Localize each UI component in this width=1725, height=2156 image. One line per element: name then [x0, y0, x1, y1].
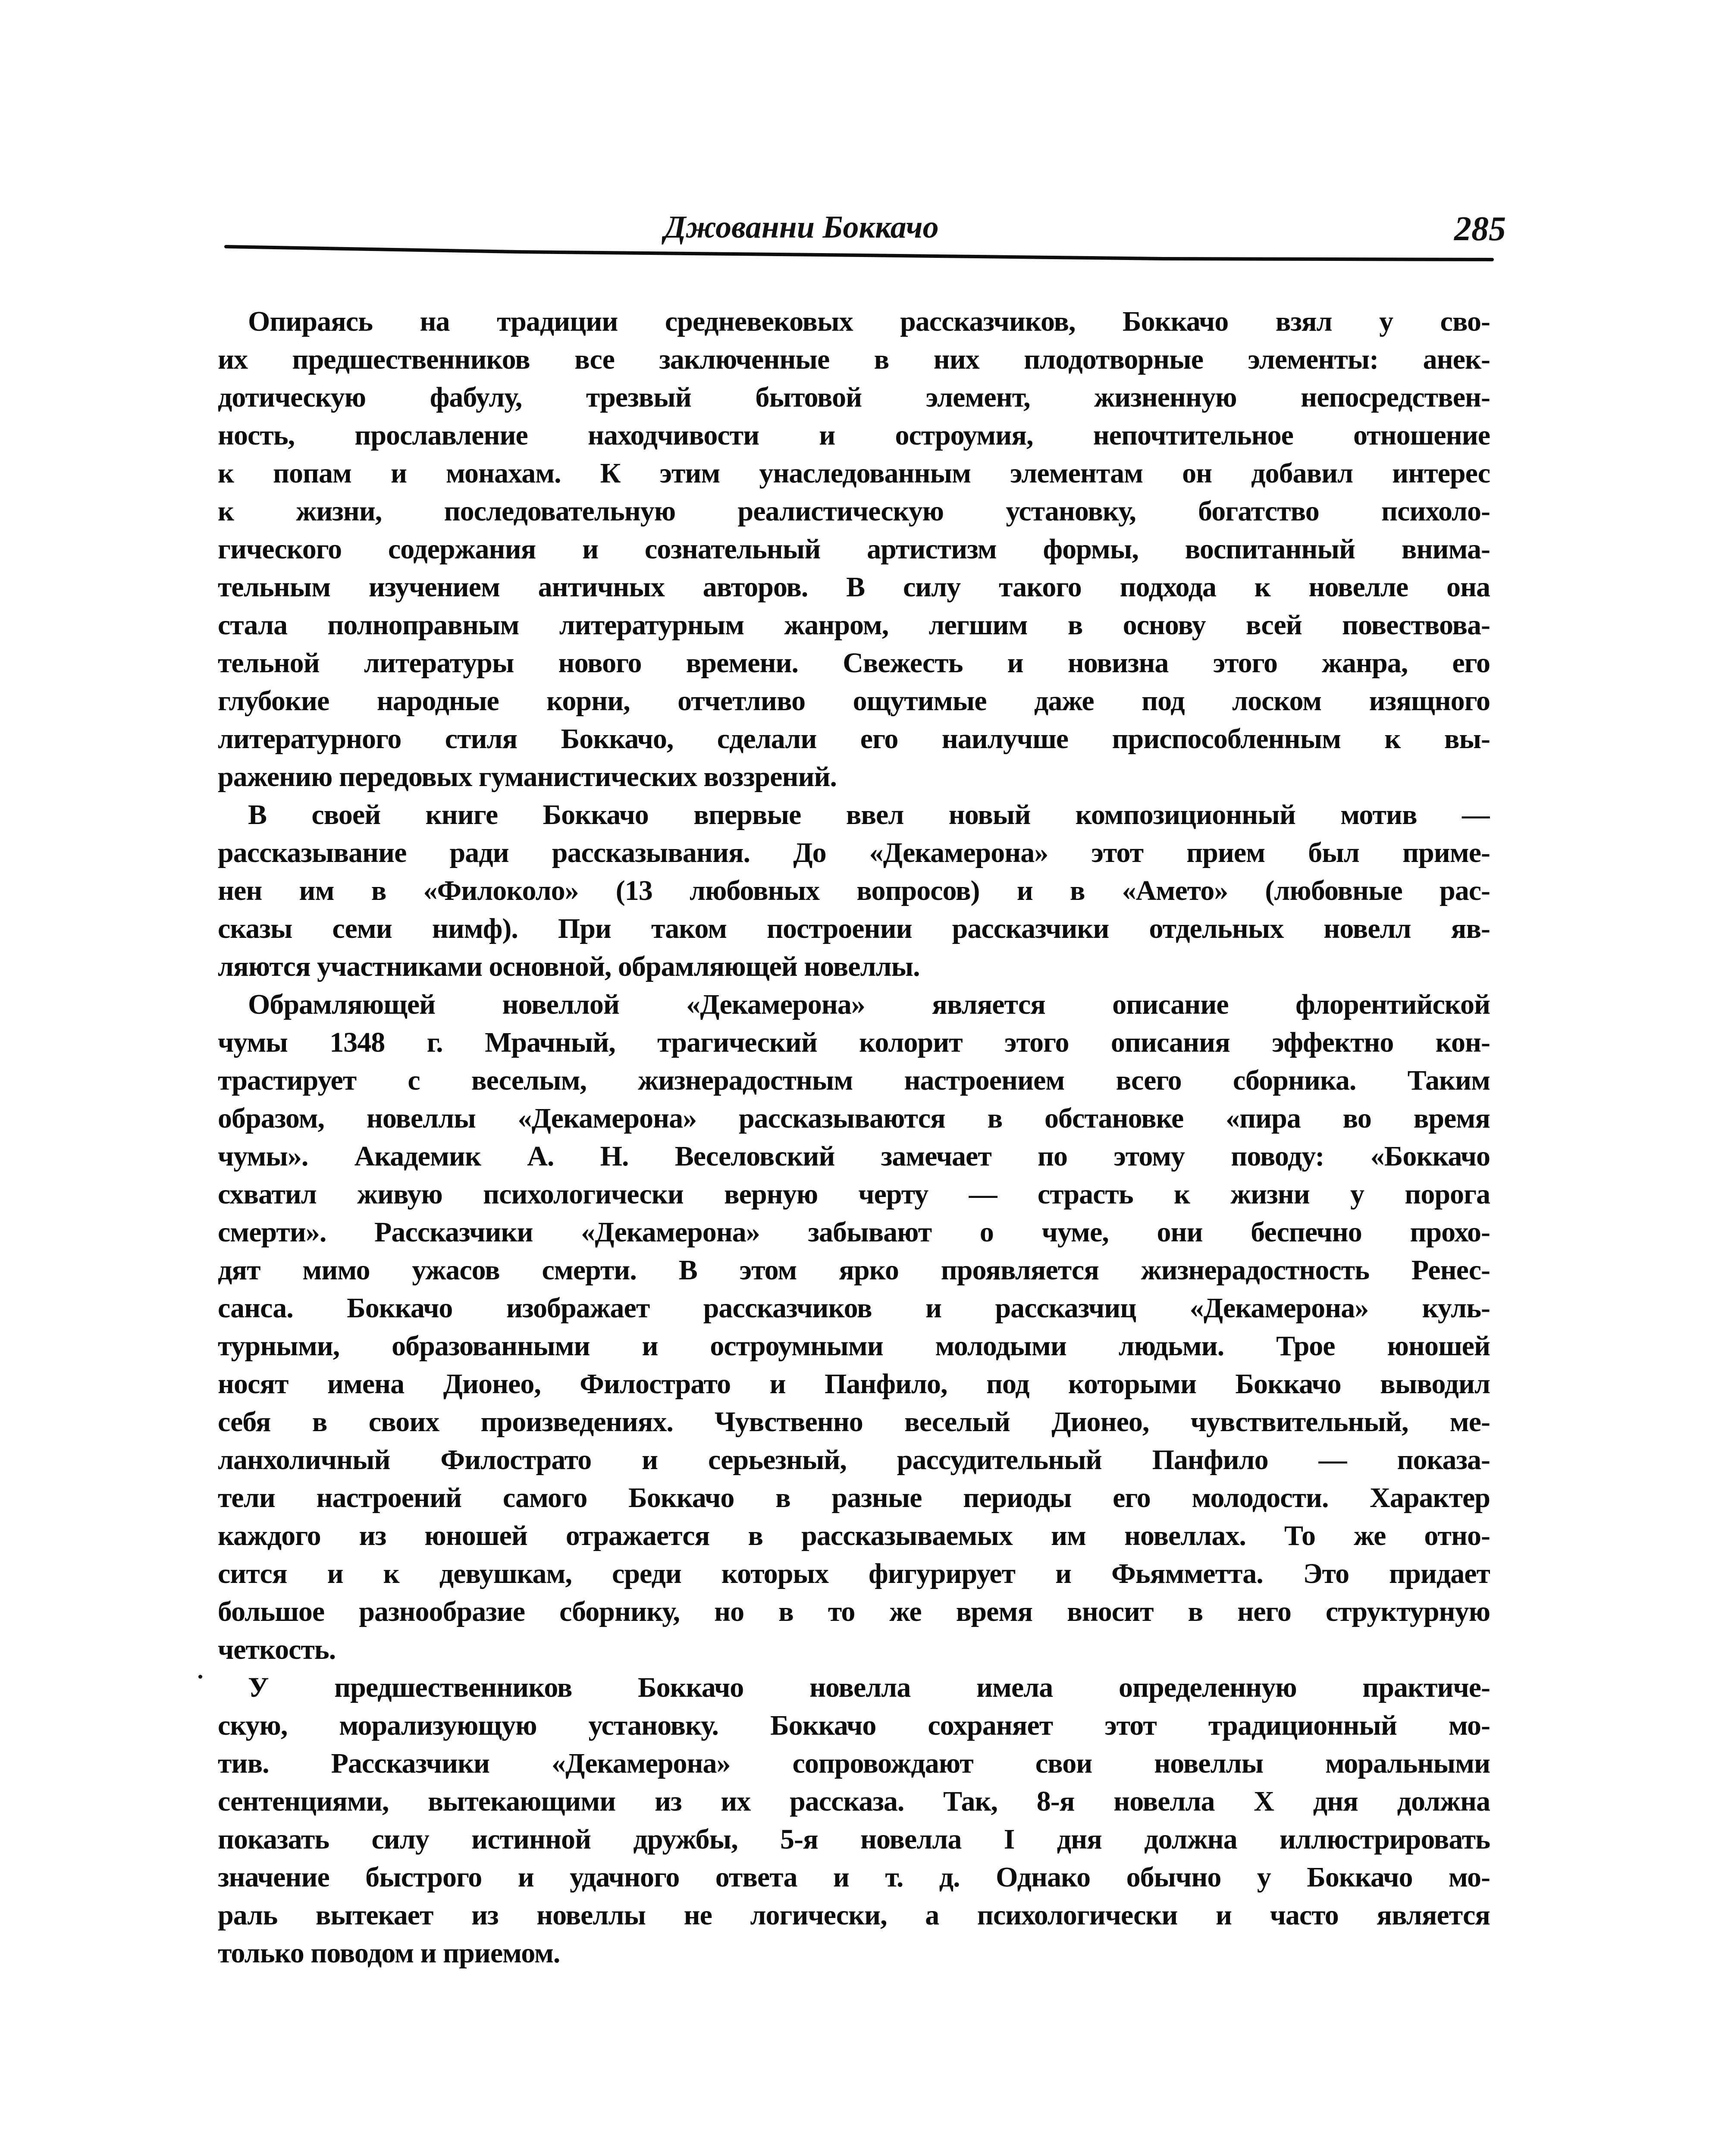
- text-line: [218, 986, 1490, 1024]
- text-line: [218, 1896, 1490, 1934]
- text-line-content: смерти». Рассказчики «Декамерона» забывают о чуме, они беспечно прохо-: [218, 1216, 1490, 1248]
- paragraph: [218, 796, 1490, 986]
- paragraph: [218, 303, 1490, 796]
- text-line-content: чумы». Академик А. Н. Веселовский замечает по этому поводу: «Боккачо: [218, 1141, 1490, 1172]
- running-head-title: Джованни Боккачо: [664, 210, 939, 245]
- text-line: [218, 1555, 1490, 1593]
- text-line-content: ланхоличный Филострато и серьезный, рассудительный Панфило — показа-: [218, 1444, 1490, 1476]
- text-line-content: только поводом и приемом.: [218, 1937, 560, 1969]
- text-line-content: себя в своих произведениях. Чувственно веселый Дионео, чувствительный, ме-: [218, 1406, 1490, 1438]
- text-line-content: к жизни, последовательную реалистическую установку, богатство психоло-: [218, 495, 1490, 527]
- text-line-content: образом, новеллы «Декамерона» рассказываются в обстановке «пира во время: [218, 1103, 1490, 1134]
- text-line-content: тив. Рассказчики «Декамерона» сопровождают свои новеллы моральными: [218, 1748, 1490, 1779]
- text-line-content: трастирует с веселым, жизнерадостным настроением всего сборника. Таким: [218, 1065, 1490, 1096]
- text-line: [218, 1631, 1490, 1669]
- text-line-content: к попам и монахам. К этим унаследованным элементам он добавил интерес: [218, 458, 1490, 489]
- text-line: [218, 1479, 1490, 1517]
- text-line-content: тели настроений самого Боккачо в разные периоды его молодости. Характер: [218, 1482, 1490, 1514]
- text-line-content: сказы семи нимф). При таком построении рассказчики отдельных новелл яв-: [218, 913, 1490, 944]
- text-line: [218, 1707, 1490, 1745]
- text-line: [218, 1327, 1490, 1365]
- text-line: [218, 417, 1490, 454]
- text-line: [218, 303, 1490, 341]
- text-line-content: ность, прославление находчивости и остроумия, непочтительное отношение: [218, 420, 1490, 451]
- text-line: [218, 796, 1490, 834]
- body-text: [218, 303, 1490, 1972]
- print-speck: [198, 1675, 202, 1679]
- text-line-content: их предшественников все заключенные в них плодотворные элементы: анек-: [218, 344, 1490, 375]
- text-line-content: чумы 1348 г. Мрачный, трагический колорит этого описания эффектно кон-: [218, 1027, 1490, 1058]
- text-line: [218, 1024, 1490, 1062]
- text-line-content: дят мимо ужасов смерти. В этом ярко проявляется жизнерадостность Ренес-: [218, 1254, 1490, 1286]
- text-line: [218, 1593, 1490, 1631]
- text-line: [218, 606, 1490, 644]
- text-line-content: литературного стиля Боккачо, сделали его наилучше приспособленным к вы-: [218, 723, 1490, 755]
- paragraph: [218, 986, 1490, 1669]
- text-line: [218, 1441, 1490, 1479]
- text-line: [218, 948, 1490, 986]
- text-line: [218, 1669, 1490, 1707]
- text-line: [218, 379, 1490, 417]
- header-rule: [0, 0, 1725, 302]
- text-line-content: значение быстрого и удачного ответа и т. д. Однако обычно у Боккачо мо-: [218, 1861, 1490, 1893]
- text-line-content: рассказывание ради рассказывания. До «Декамерона» этот прием был приме-: [218, 837, 1490, 868]
- text-line: [218, 341, 1490, 379]
- text-line: [218, 910, 1490, 948]
- page-number: 285: [1454, 210, 1506, 248]
- text-line: [218, 1517, 1490, 1555]
- text-line: [218, 1934, 1490, 1972]
- text-line-content: турными, образованными и остроумными молодыми людьми. Трое юношей: [218, 1330, 1490, 1362]
- text-line: [218, 1365, 1490, 1403]
- text-line: [218, 1745, 1490, 1783]
- text-line: [218, 530, 1490, 568]
- text-line-content: четкость.: [218, 1634, 336, 1665]
- text-line: [218, 1138, 1490, 1175]
- text-line: [218, 1783, 1490, 1821]
- text-line: [218, 1289, 1490, 1327]
- text-line-content: санса. Боккачо изображает рассказчиков и рассказчиц «Декамерона» куль-: [218, 1292, 1490, 1324]
- text-line: [218, 644, 1490, 682]
- text-line: [218, 1213, 1490, 1251]
- text-line: [218, 1251, 1490, 1289]
- paragraph: [218, 1669, 1490, 1972]
- text-line: [218, 758, 1490, 796]
- text-line-content: раль вытекает из новеллы не логически, а психологически и часто является: [218, 1899, 1490, 1931]
- text-line-content: большое разнообразие сборнику, но в то же время вносит в него структурную: [218, 1596, 1490, 1627]
- text-line-content: показать силу истинной дружбы, 5-я новелла I дня должна иллюстрировать: [218, 1824, 1490, 1855]
- text-line-content: гического содержания и сознательный артистизм формы, воспитанный внима-: [218, 533, 1490, 565]
- text-line-content: У предшественников Боккачо новелла имела определенную практиче-: [248, 1672, 1490, 1703]
- text-line-content: ражению передовых гуманистических воззрений.: [218, 761, 837, 793]
- text-line-content: носят имена Дионео, Филострато и Панфило, под которыми Боккачо выводил: [218, 1368, 1490, 1400]
- text-line-content: сентенциями, вытекающими из их рассказа. Так, 8-я новелла X дня должна: [218, 1786, 1490, 1817]
- text-line: [218, 682, 1490, 720]
- text-line-content: схватил живую психологически верную черту — страсть к жизни у порога: [218, 1178, 1490, 1210]
- text-line: [218, 872, 1490, 910]
- text-line-content: В своей книге Боккачо впервые ввел новый композиционный мотив —: [248, 799, 1490, 830]
- text-line: [218, 1858, 1490, 1896]
- text-line-content: скую, морализующую установку. Боккачо сохраняет этот традиционный мо-: [218, 1710, 1490, 1741]
- text-line-content: сится и к девушкам, среди которых фигурирует и Фьямметта. Это придает: [218, 1558, 1490, 1589]
- text-line: [218, 492, 1490, 530]
- text-line: [218, 454, 1490, 492]
- text-line-content: глубокие народные корни, отчетливо ощутимые даже под лоском изящного: [218, 685, 1490, 717]
- text-line-content: тельным изучением античных авторов. В силу такого подхода к новелле она: [218, 571, 1490, 603]
- text-line-content: тельной литературы нового времени. Свежесть и новизна этого жанра, его: [218, 647, 1490, 679]
- text-line: [218, 568, 1490, 606]
- text-line: [218, 1403, 1490, 1441]
- text-line-content: ляются участниками основной, обрамляющей новеллы.: [218, 951, 920, 982]
- text-line-content: каждого из юношей отражается в рассказываемых им новеллах. То же отно-: [218, 1520, 1490, 1551]
- text-line: [218, 834, 1490, 872]
- text-line-content: стала полноправным литературным жанром, легшим в основу всей повествова-: [218, 609, 1490, 641]
- text-line: [218, 1821, 1490, 1858]
- text-line: [218, 1062, 1490, 1100]
- text-line: [218, 1175, 1490, 1213]
- header-rule-line: [226, 247, 1492, 260]
- text-line: [218, 1100, 1490, 1138]
- text-line-content: дотическую фабулу, трезвый бытовой элемент, жизненную непосредствен-: [218, 382, 1490, 413]
- text-line-content: Обрамляющей новеллой «Декамерона» является описание флорентийской: [248, 989, 1490, 1020]
- text-line-content: Опираясь на традиции средневековых рассказчиков, Боккачо взял у сво-: [248, 306, 1490, 337]
- text-line: [218, 720, 1490, 758]
- text-line-content: нен им в «Филоколо» (13 любовных вопросов) и в «Амето» (любовные рас-: [218, 875, 1490, 906]
